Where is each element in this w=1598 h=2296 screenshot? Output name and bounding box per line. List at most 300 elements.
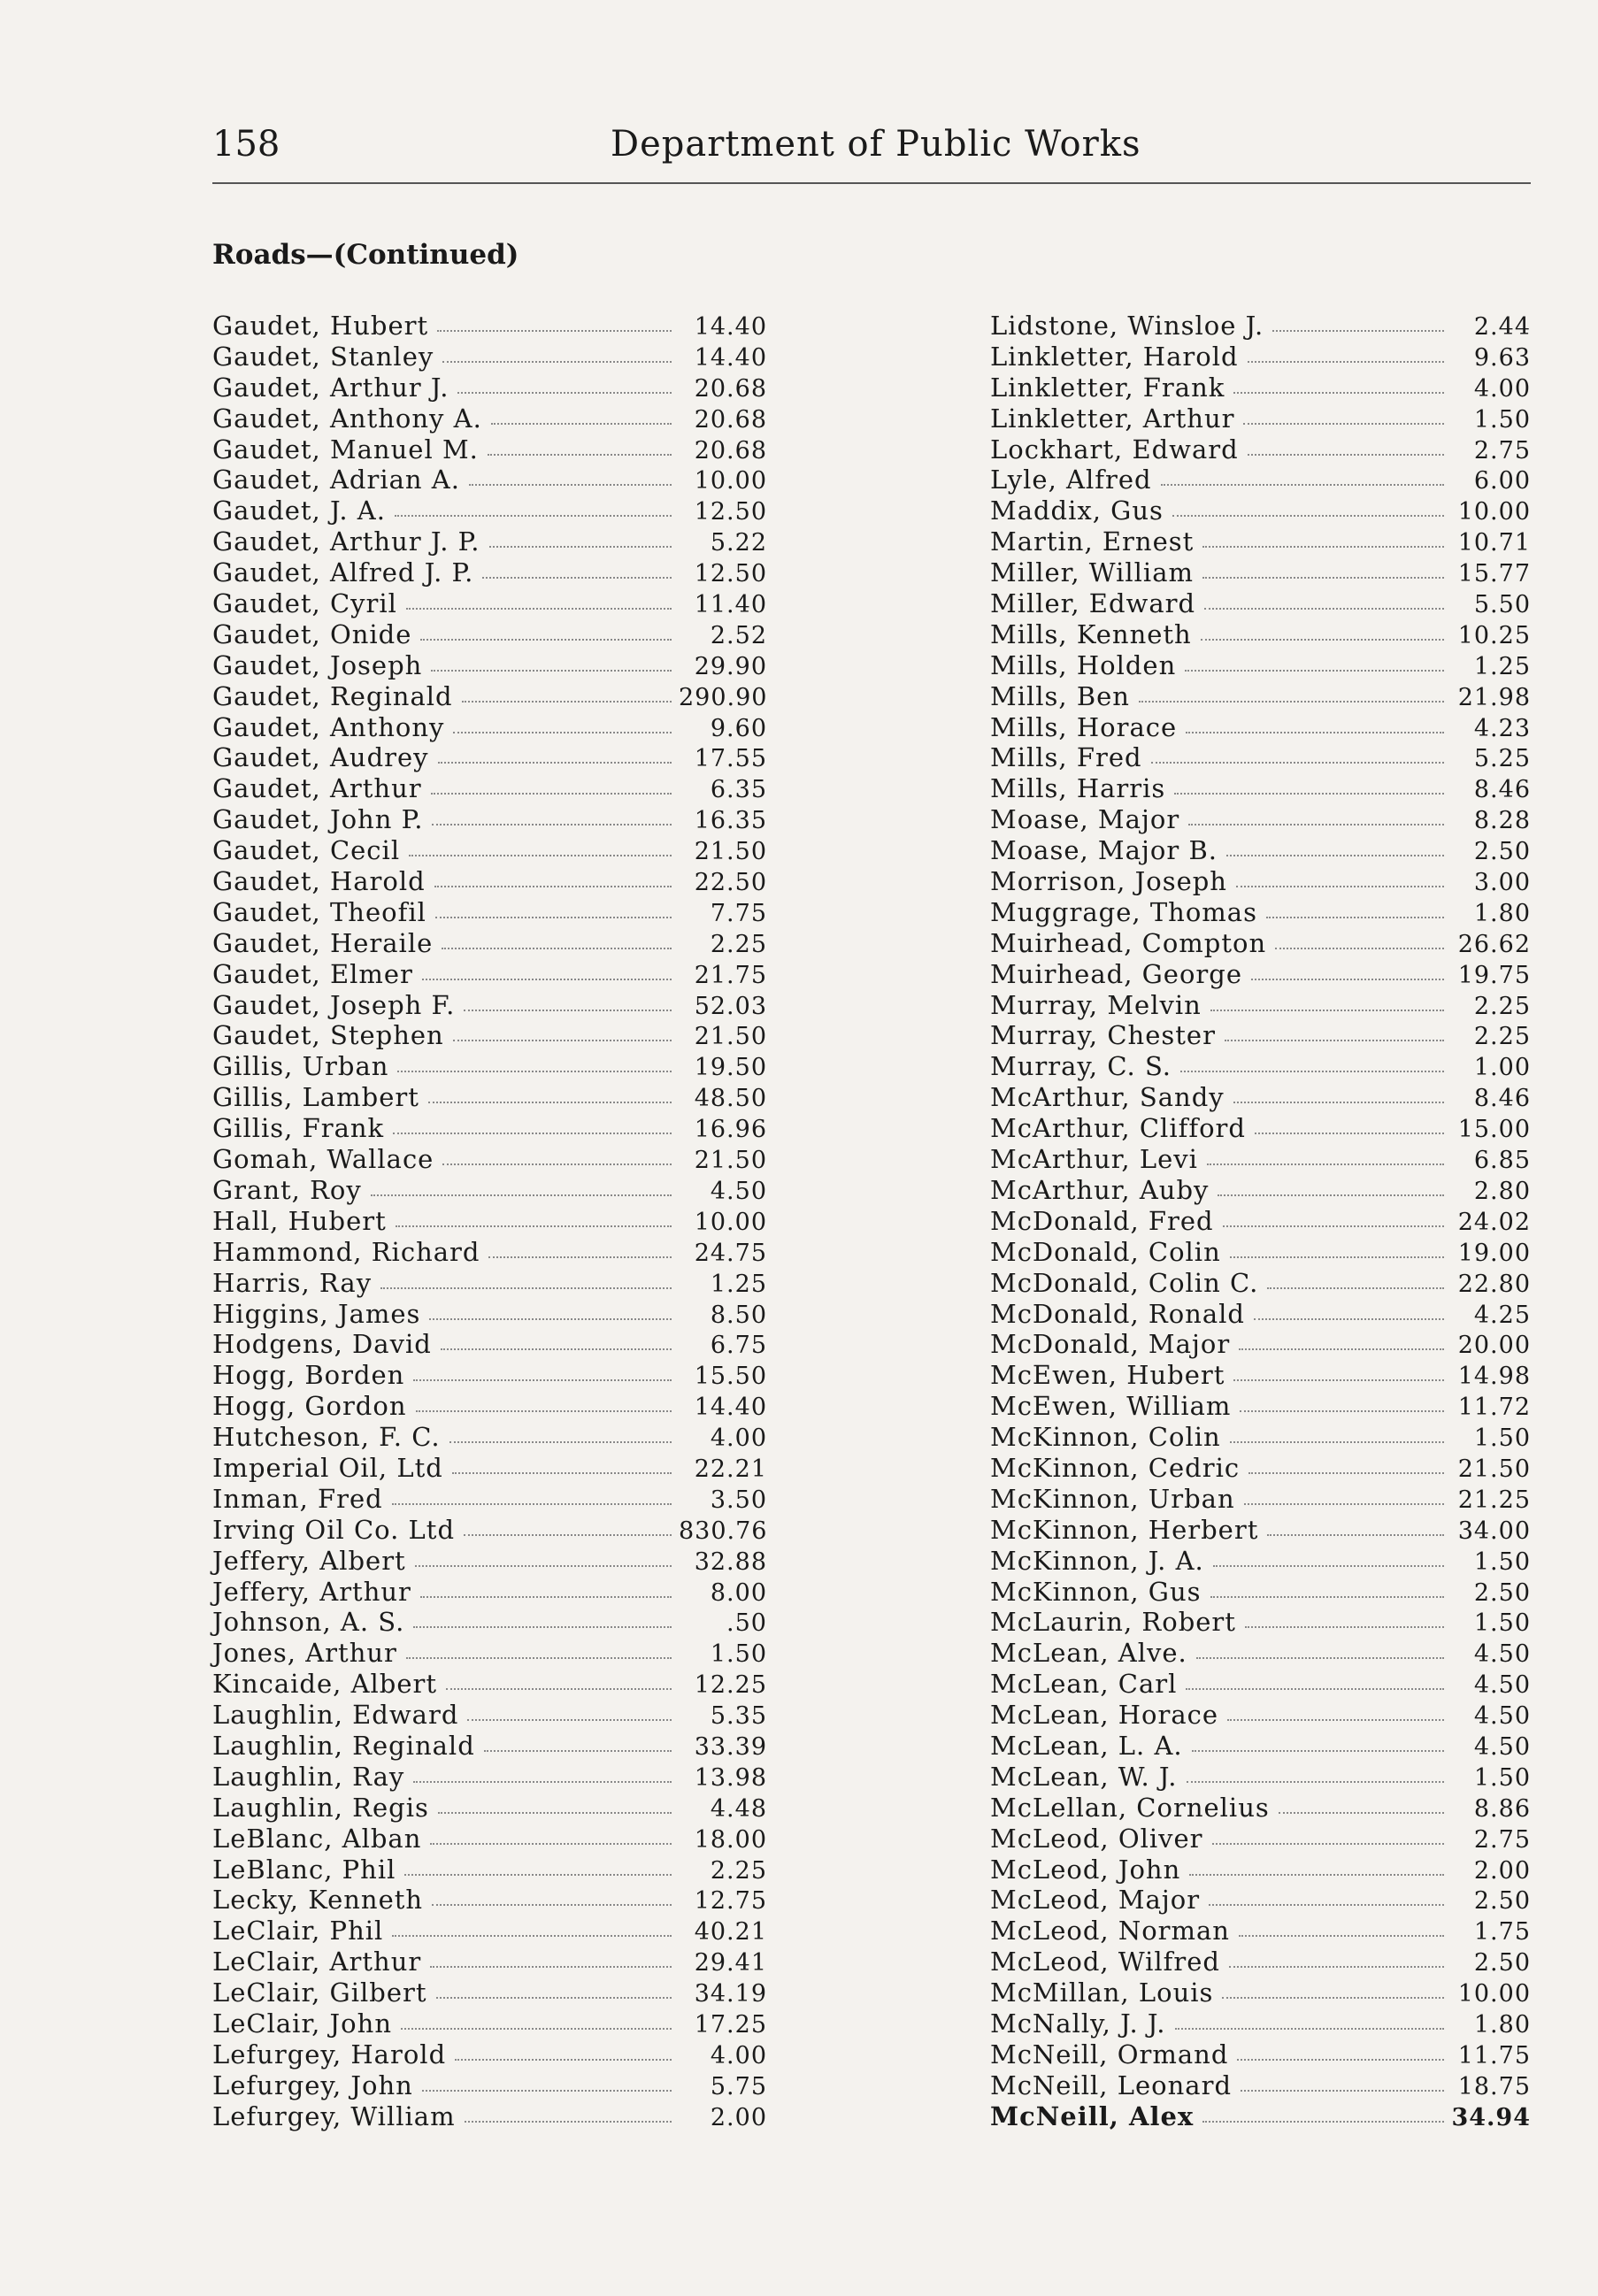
entry-name: LeClair, Gilbert [212, 1977, 427, 2008]
entry-amount: 4.23 [1473, 714, 1531, 742]
entry-name: McNeill, Leonard [990, 2069, 1233, 2100]
list-item [212, 1793, 767, 1824]
dot-leader [406, 588, 672, 610]
entry-name: Lidstone, Winsloe J. [990, 311, 1264, 341]
entry-name: Laughlin, Reginald [212, 1730, 475, 1761]
entry-name: McDonald, Colin C. [990, 1267, 1259, 1298]
list-item [212, 342, 767, 372]
entry-name: Gomah, Wallace [212, 1144, 434, 1175]
entry-amount: 1.50 [710, 1640, 767, 1669]
entry-amount: 16.35 [694, 807, 767, 835]
dot-leader [1267, 1268, 1444, 1289]
entry-name: McEwen, Hubert [990, 1360, 1225, 1391]
entry-amount: 8.28 [1473, 807, 1531, 835]
dot-leader [442, 1144, 672, 1165]
dot-leader [409, 835, 672, 856]
list-item [212, 372, 767, 403]
entry-name: Linkletter, Frank [990, 372, 1225, 403]
entry-name: Jones, Arthur [212, 1638, 397, 1669]
entry-amount: 26.62 [1457, 930, 1531, 958]
entry-amount: 20.68 [694, 436, 767, 465]
entry-name: Moase, Major [990, 804, 1180, 835]
entry-amount: 1.50 [1473, 1763, 1531, 1792]
dot-leader [1229, 1947, 1444, 1968]
entry-amount: 13.98 [694, 1763, 767, 1792]
entry-name: McDonald, Major [990, 1329, 1231, 1360]
list-item [990, 1577, 1531, 1608]
list-item [990, 434, 1531, 465]
entry-name: Mills, Fred [990, 742, 1142, 773]
entry-amount: 18.75 [1457, 2072, 1531, 2100]
entry-name: McNally, J. J. [990, 2008, 1166, 2039]
entry-amount: 2.00 [710, 2103, 767, 2131]
dot-leader [406, 1638, 672, 1659]
entry-amount: 5.22 [710, 529, 767, 557]
dot-leader [396, 1206, 672, 1227]
entry-amount: 40.21 [694, 1918, 767, 1947]
dot-leader [422, 959, 672, 980]
list-item [990, 1669, 1531, 1700]
entry-name: Gaudet, Arthur J. [212, 372, 449, 403]
entry-amount: 4.00 [1473, 374, 1531, 403]
dot-leader [484, 1731, 672, 1752]
dot-leader [430, 1824, 672, 1845]
entry-name: McKinnon, Herbert [990, 1514, 1259, 1545]
list-item [212, 1669, 767, 1700]
list-item [212, 1947, 767, 1977]
list-item [990, 1916, 1531, 1947]
entry-amount: 3.50 [710, 1486, 767, 1514]
entry-name: Gillis, Lambert [212, 1082, 419, 1113]
list-item [212, 1824, 767, 1854]
list-item [990, 2101, 1531, 2132]
entry-name: Lyle, Alfred [990, 465, 1152, 495]
dot-leader [491, 403, 672, 425]
list-item [212, 2070, 767, 2101]
list-item [212, 959, 767, 990]
entry-amount: 8.46 [1473, 776, 1531, 804]
entry-amount: 14.98 [1457, 1363, 1531, 1391]
entry-amount: 8.00 [710, 1578, 767, 1607]
dot-leader [469, 465, 672, 486]
running-title: Department of Public Works [611, 124, 1141, 165]
entry-name: Gaudet, Anthony A. [212, 403, 482, 434]
list-item [990, 372, 1531, 403]
entry-name: McLeod, John [990, 1854, 1181, 1885]
dot-leader [1202, 526, 1444, 548]
list-item [212, 2008, 767, 2039]
entry-amount: 11.75 [1457, 2041, 1531, 2069]
dot-leader [1174, 773, 1444, 795]
entry-name: Grant, Roy [212, 1174, 362, 1205]
entry-name: Gaudet, Onide [212, 618, 412, 649]
entry-amount: 19.75 [1457, 961, 1531, 989]
list-item [212, 835, 767, 866]
entry-name: McArthur, Auby [990, 1174, 1210, 1205]
dot-leader [467, 1700, 672, 1721]
entry-name: LeClair, John [212, 2008, 393, 2039]
entry-name: McLeod, Major [990, 1885, 1201, 1916]
dot-leader [1266, 897, 1444, 918]
list-item [990, 1793, 1531, 1824]
dot-leader [432, 1885, 672, 1906]
entry-amount: 14.40 [694, 343, 767, 372]
entry-amount: 1.50 [1473, 405, 1531, 434]
dot-leader [1172, 495, 1444, 517]
entry-amount: 4.25 [1473, 1301, 1531, 1329]
dot-leader [1223, 1206, 1444, 1227]
list-item [990, 1268, 1531, 1299]
list-item [212, 465, 767, 495]
dot-leader [431, 650, 672, 672]
entry-amount: 2.25 [1473, 992, 1531, 1020]
dot-leader [397, 1051, 672, 1072]
dot-leader [392, 1484, 672, 1505]
entry-amount: 29.90 [694, 652, 767, 680]
list-item [990, 1762, 1531, 1793]
entry-name: Muirhead, Compton [990, 927, 1267, 958]
entry-amount: 21.25 [1457, 1486, 1531, 1514]
entry-name: Hutcheson, F. C. [212, 1422, 441, 1453]
entry-amount: 830.76 [679, 1517, 768, 1545]
entry-amount: 2.80 [1473, 1177, 1531, 1205]
list-item [990, 1453, 1531, 1484]
dot-leader [453, 712, 672, 733]
dot-leader [1248, 1453, 1444, 1474]
entry-name: McLeod, Oliver [990, 1823, 1203, 1854]
page-number: 158 [212, 124, 280, 165]
dot-leader [1230, 1422, 1444, 1443]
list-item [212, 990, 767, 1021]
entry-amount: 15.00 [1457, 1116, 1531, 1144]
dot-leader [465, 2101, 672, 2123]
dot-leader [1254, 1299, 1444, 1320]
list-item [212, 1885, 767, 1916]
dot-leader [435, 897, 672, 918]
list-item [990, 1144, 1531, 1175]
list-item [990, 526, 1531, 557]
dot-leader [1267, 1515, 1444, 1536]
entry-name: Hodgens, David [212, 1329, 432, 1360]
entry-amount: 20.00 [1457, 1332, 1531, 1360]
entry-name: McNeill, Alex [990, 2100, 1195, 2131]
entry-name: Irving Oil Co. Ltd [212, 1514, 456, 1545]
entry-amount: 21.50 [694, 838, 767, 866]
dot-leader [1241, 2070, 1444, 2092]
entry-amount: 19.00 [1457, 1239, 1531, 1267]
entry-amount: 2.25 [710, 930, 767, 958]
dot-leader [449, 1422, 672, 1443]
list-item [990, 1082, 1531, 1113]
entry-name: Kincaide, Albert [212, 1669, 438, 1700]
entry-name: Johnson, A. S. [212, 1607, 405, 1638]
entry-name: McDonald, Colin [990, 1236, 1221, 1267]
entry-name: Miller, Edward [990, 588, 1196, 619]
entry-amount: .50 [726, 1609, 767, 1638]
dot-leader [413, 1360, 672, 1381]
entry-name: Gaudet, Joseph [212, 649, 423, 680]
dot-leader [1255, 1113, 1444, 1134]
entry-name: McLean, W. J. [990, 1761, 1178, 1792]
entry-amount: 21.98 [1457, 683, 1531, 711]
list-item [990, 1700, 1531, 1731]
dot-leader [1227, 1700, 1444, 1721]
entry-amount: 22.80 [1457, 1270, 1531, 1298]
list-item [990, 2039, 1531, 2070]
list-item [212, 557, 767, 588]
entry-amount: 4.00 [710, 1424, 767, 1453]
right-column [990, 311, 1531, 2132]
entry-amount: 34.00 [1457, 1517, 1531, 1545]
entry-amount: 6.75 [710, 1332, 767, 1360]
entry-name: McLean, L. A. [990, 1730, 1183, 1761]
list-item [212, 2101, 767, 2132]
list-item [990, 1977, 1531, 2008]
dot-leader [1226, 835, 1444, 856]
dot-leader [1272, 311, 1444, 332]
list-item [990, 1638, 1531, 1669]
list-item [212, 1051, 767, 1082]
dot-leader [1185, 650, 1444, 672]
entry-name: Muirhead, George [990, 958, 1243, 989]
entry-name: McKinnon, Colin [990, 1422, 1221, 1453]
entry-name: Laughlin, Edward [212, 1700, 459, 1731]
list-item [212, 928, 767, 959]
dot-leader [1233, 1082, 1444, 1103]
entry-name: Maddix, Gus [990, 495, 1164, 526]
dot-leader [1222, 1977, 1444, 1999]
entry-name: McArthur, Sandy [990, 1082, 1225, 1113]
entry-amount: 2.50 [1473, 1949, 1531, 1977]
entry-amount: 290.90 [679, 683, 768, 711]
dot-leader [401, 2008, 672, 2030]
dot-leader [1236, 866, 1444, 887]
entry-amount: 1.80 [1473, 2010, 1531, 2039]
entry-name: McNeill, Ormand [990, 2039, 1229, 2069]
entry-name: LeBlanc, Alban [212, 1823, 422, 1854]
entry-name: Gaudet, Adrian A. [212, 465, 460, 495]
entry-amount: 24.02 [1457, 1208, 1531, 1236]
entry-name: Gaudet, Harold [212, 866, 426, 897]
entry-name: Gillis, Urban [212, 1051, 389, 1082]
entry-name: Gillis, Frank [212, 1113, 385, 1144]
list-item [990, 1360, 1531, 1391]
entry-amount: 5.25 [1473, 745, 1531, 773]
list-item [212, 681, 767, 712]
entry-name: Gaudet, Stanley [212, 341, 434, 372]
dot-leader [438, 742, 672, 764]
entry-name: Murray, C. S. [990, 1051, 1172, 1082]
dot-leader [422, 2070, 672, 2092]
list-item [990, 804, 1531, 835]
entry-name: Mills, Holden [990, 649, 1177, 680]
entry-amount: 2.50 [1473, 1578, 1531, 1607]
entry-name: Gaudet, Reginald [212, 680, 453, 711]
entry-amount: 5.75 [710, 2072, 767, 2100]
list-item [212, 1515, 767, 1546]
list-item [990, 1206, 1531, 1237]
dot-leader [455, 2039, 672, 2061]
entry-name: McLeod, Wilfred [990, 1947, 1220, 1977]
list-item [212, 1607, 767, 1638]
list-item [212, 1175, 767, 1206]
entry-amount: 12.50 [694, 560, 767, 588]
list-item [212, 1422, 767, 1453]
entry-amount: 1.50 [1473, 1547, 1531, 1576]
dot-leader [380, 1268, 672, 1289]
entry-name: Lecky, Kenneth [212, 1885, 424, 1916]
entry-amount: 10.00 [1457, 498, 1531, 526]
entry-amount: 17.25 [694, 2010, 767, 2039]
entry-amount: 4.50 [1473, 1671, 1531, 1700]
list-item [212, 1299, 767, 1330]
dot-leader [1151, 742, 1444, 764]
list-item [212, 804, 767, 835]
dot-leader [430, 1947, 672, 1968]
dot-leader [1207, 1144, 1444, 1165]
list-item [212, 619, 767, 650]
entry-amount: 3.00 [1473, 869, 1531, 897]
entry-name: Miller, William [990, 557, 1194, 588]
entry-amount: 33.39 [694, 1732, 767, 1761]
entry-name: Gaudet, Audrey [212, 742, 429, 773]
dot-leader [1161, 465, 1444, 486]
entry-amount: 11.72 [1457, 1394, 1531, 1422]
entry-name: Lockhart, Edward [990, 434, 1239, 465]
entry-amount: 14.40 [694, 1394, 767, 1422]
dot-leader [1230, 1237, 1444, 1258]
dot-leader [1251, 959, 1444, 980]
list-item [212, 1237, 767, 1268]
entry-name: LeClair, Arthur [212, 1947, 422, 1977]
entry-name: McLean, Horace [990, 1700, 1219, 1731]
entry-amount: 10.00 [694, 1208, 767, 1236]
entry-name: McDonald, Ronald [990, 1298, 1245, 1329]
entry-name: Higgins, James [212, 1298, 421, 1329]
entry-name: Gaudet, Anthony [212, 711, 445, 742]
dot-leader [404, 1854, 672, 1876]
list-item [990, 1175, 1531, 1206]
entry-amount: 20.68 [694, 374, 767, 403]
dot-leader [420, 1577, 672, 1598]
entry-name: Linkletter, Arthur [990, 403, 1235, 434]
page-header [212, 124, 1531, 184]
dot-leader [416, 1391, 672, 1412]
dot-leader [392, 1916, 672, 1937]
dot-leader [436, 1977, 672, 1999]
entry-name: McKinnon, Gus [990, 1576, 1202, 1607]
list-item [212, 1329, 767, 1360]
entry-name: Murray, Melvin [990, 989, 1202, 1020]
entry-amount: 1.25 [1473, 652, 1531, 680]
dot-leader [453, 1020, 672, 1041]
entry-name: McKinnon, Cedric [990, 1452, 1241, 1483]
list-item [212, 1391, 767, 1422]
entry-amount: 32.88 [694, 1547, 767, 1576]
entry-name: Morrison, Joseph [990, 866, 1227, 897]
list-item [990, 1391, 1531, 1422]
entry-amount: 1.75 [1473, 1918, 1531, 1947]
dot-leader [1201, 619, 1444, 641]
entry-name: LeClair, Phil [212, 1916, 384, 1947]
entry-name: Gaudet, Elmer [212, 958, 413, 989]
list-item [990, 681, 1531, 712]
dot-leader [428, 1082, 672, 1103]
entry-amount: 22.50 [694, 869, 767, 897]
entry-amount: 21.50 [694, 1147, 767, 1175]
entry-amount: 6.00 [1473, 467, 1531, 495]
list-item [990, 742, 1531, 773]
entry-name: Jeffery, Albert [212, 1545, 406, 1576]
dot-leader [1240, 1391, 1444, 1412]
list-item [990, 1484, 1531, 1515]
list-item [990, 1607, 1531, 1638]
entry-name: Lefurgey, William [212, 2100, 456, 2131]
entry-amount: 2.25 [1473, 1023, 1531, 1051]
entry-name: McDonald, Fred [990, 1205, 1214, 1236]
dot-leader [462, 681, 672, 703]
dot-leader [437, 311, 672, 332]
list-item [990, 1824, 1531, 1854]
entry-name: Hogg, Gordon [212, 1391, 407, 1422]
entry-amount: 11.40 [694, 591, 767, 619]
entry-amount: 2.25 [710, 1856, 767, 1885]
dot-leader [413, 1607, 672, 1628]
entry-name: McLaurin, Robert [990, 1607, 1236, 1638]
entry-name: Gaudet, Hubert [212, 311, 429, 341]
entry-name: Jeffery, Arthur [212, 1576, 411, 1607]
list-item [990, 1051, 1531, 1082]
entry-amount: 6.85 [1473, 1147, 1531, 1175]
dot-leader [1212, 1824, 1444, 1845]
entry-name: Lefurgey, John [212, 2069, 413, 2100]
entry-amount: 17.55 [694, 745, 767, 773]
list-item [990, 1885, 1531, 1916]
list-item [990, 465, 1531, 495]
dot-leader [1243, 403, 1444, 425]
entry-name: Muggrage, Thomas [990, 896, 1257, 927]
list-item [990, 990, 1531, 1021]
dot-leader [1187, 1762, 1444, 1783]
entry-amount: 16.96 [694, 1116, 767, 1144]
dot-leader [1233, 372, 1444, 394]
entry-amount: 4.50 [1473, 1702, 1531, 1731]
entry-amount: 34.19 [694, 1980, 767, 2008]
entry-name: Imperial Oil, Ltd [212, 1452, 443, 1483]
entry-name: McArthur, Levi [990, 1144, 1198, 1175]
list-item [990, 959, 1531, 990]
entry-amount: 2.75 [1473, 1825, 1531, 1854]
list-item [990, 311, 1531, 342]
dot-leader [431, 773, 672, 795]
dot-leader [1239, 1916, 1444, 1937]
entry-name: McLean, Carl [990, 1669, 1178, 1700]
entry-name: McMillan, Louis [990, 1977, 1214, 2008]
dot-leader [1175, 2008, 1444, 2030]
list-item [990, 1237, 1531, 1268]
dot-leader [1192, 1731, 1444, 1752]
entry-name: Mills, Kenneth [990, 618, 1192, 649]
list-item [990, 1854, 1531, 1885]
list-item [212, 1854, 767, 1885]
entry-amount: 9.60 [710, 714, 767, 742]
entry-amount: 52.03 [694, 992, 767, 1020]
entry-name: Gaudet, J. A. [212, 495, 386, 526]
list-item [990, 588, 1531, 619]
dot-leader [489, 526, 672, 548]
entry-amount: 4.48 [710, 1794, 767, 1823]
dot-leader [1202, 2101, 1444, 2123]
